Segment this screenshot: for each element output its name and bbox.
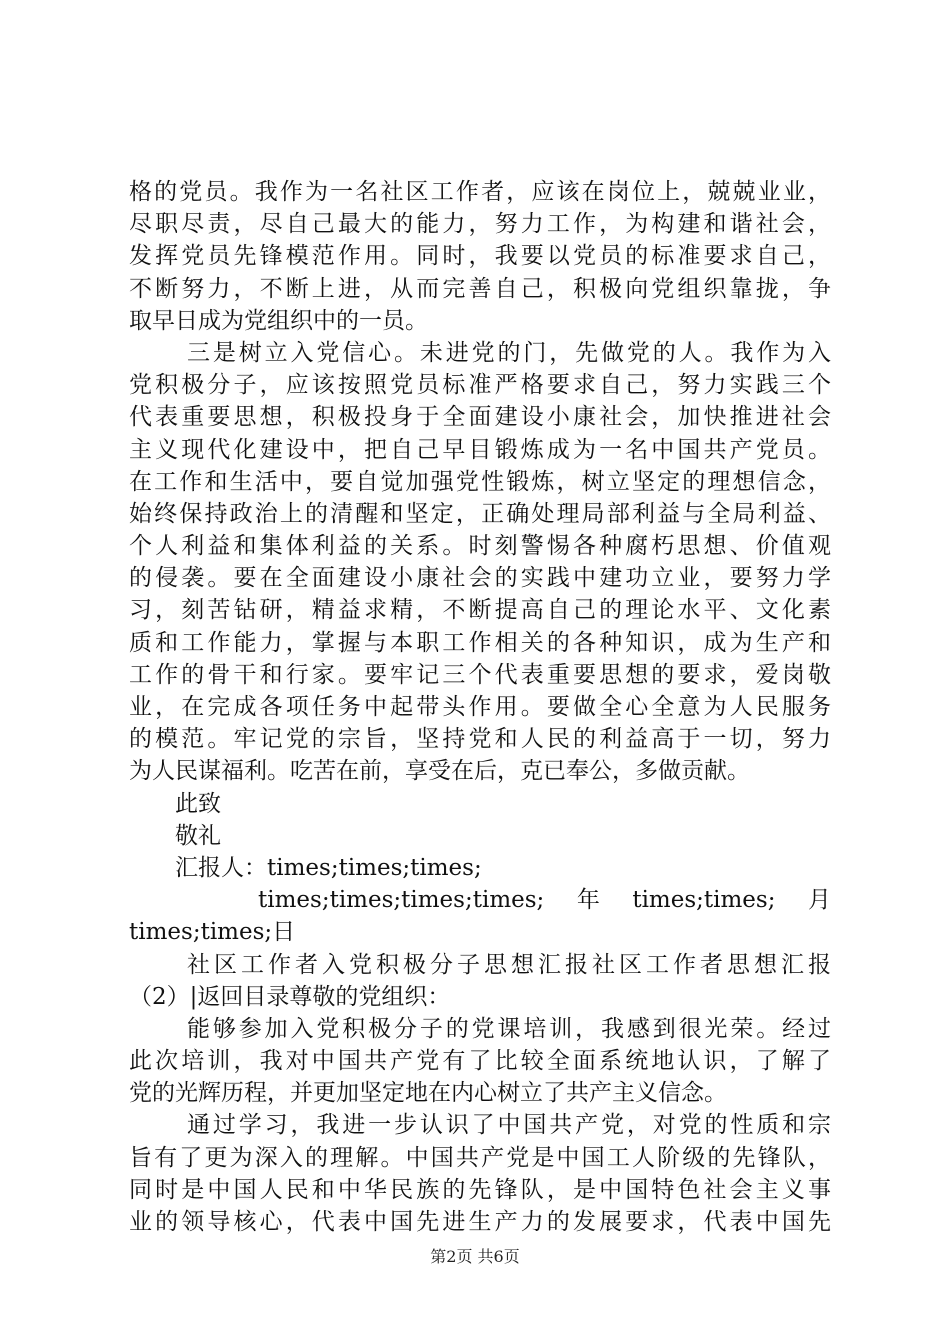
section-title-line: 社区工作者入党积极分子思想汇报社区工作者思想汇报 (187, 951, 831, 978)
date-part: 月 (808, 887, 831, 914)
text-line: 代表重要思想，积极投身于全面建设小康社会，加快推进社会 (129, 404, 831, 431)
text-line: 格的党员。我作为一名社区工作者，应该在岗位上，兢兢业业， (129, 179, 831, 205)
text-line: 工作的骨干和行家。要牢记三个代表重要思想的要求，爱岗敬 (129, 661, 831, 688)
text-line: 习，刻苦钻研，精益求精，不断提高自己的理论水平、文化素 (129, 597, 831, 624)
text-line: 的侵袭。要在全面建设小康社会的实践中建功立业，要努力学 (129, 565, 831, 592)
text-line: 业，在完成各项任务中起带头作用。要做全心全意为人民服务 (129, 694, 831, 720)
page-number: 第2页 共6页 (430, 1247, 520, 1266)
text-line: 个人利益和集体利益的关系。时刻警惕各种腐朽思想、价值观 (129, 533, 831, 560)
date-part: times;times;times;times; (258, 887, 545, 914)
text-line: 取早日成为党组织中的一员。 (129, 307, 428, 334)
text-line: 业的领导核心，代表中国先进生产力的发展要求，代表中国先 (129, 1209, 831, 1235)
text-line: 党积极分子，应该按照党员标准严格要求自己，努力实践三个 (129, 372, 831, 399)
text-line: 党的光辉历程，并更加坚定地在内心树立了共产主义信念。 (129, 1080, 727, 1107)
text-line: 的模范。牢记党的宗旨，坚持党和人民的利益高于一切，努力 (129, 726, 831, 753)
text-line: 旨有了更为深入的理解。中国共产党是中国工人阶级的先锋队， (129, 1144, 831, 1171)
reporter-line: 汇报人：times;times;times; (175, 854, 482, 881)
text-line: 不断努力，不断上进，从而完善自己，积极向党组织靠拢，争 (129, 275, 831, 302)
date-part: times;times; (632, 887, 776, 914)
text-line: 发挥党员先锋模范作用。同时，我要以党员的标准要求自己， (129, 243, 831, 270)
salutation-1: 此致 (175, 790, 221, 817)
date-part: 年 (576, 887, 600, 914)
text-line: 质和工作能力，掌握与本职工作相关的各种知识，成为生产和 (129, 629, 831, 656)
salutation-2: 敬礼 (175, 822, 221, 849)
text-line: 尽职尽责，尽自己最大的能力，努力工作，为构建和谐社会， (129, 211, 831, 238)
text-line: 三是树立入党信心。未进党的门，先做党的人。我作为入 (187, 339, 831, 366)
section-title-line: （2）|返回目录尊敬的党组织： (129, 983, 451, 1010)
text-line: 主义现代化建设中，把自己早目锻炼成为一名中国共产党员。 (129, 436, 831, 463)
text-line: 同时是中国人民和中华民族的先锋队，是中国特色社会主义事 (129, 1176, 831, 1203)
document-body (129, 176, 831, 1238)
text-line: 此次培训，我对中国共产党有了比较全面系统地认识，了解了 (129, 1048, 831, 1075)
text-line: 始终保持政治上的清醒和坚定，正确处理局部利益与全局利益、 (129, 500, 831, 527)
text-line: 在工作和生活中，要自觉加强党性锻炼，树立坚定的理想信念， (129, 468, 831, 495)
text-line: 能够参加入党积极分子的党课培训，我感到很光荣。经过 (187, 1015, 831, 1042)
date-line (129, 884, 831, 916)
date-tail: times;times;日 (129, 919, 296, 946)
text-line: 为人民谋福利。吃苦在前，享受在后，克已奉公，多做贡献。 (129, 758, 750, 785)
text-line: 通过学习，我进一步认识了中国共产党，对党的性质和宗 (187, 1112, 831, 1139)
